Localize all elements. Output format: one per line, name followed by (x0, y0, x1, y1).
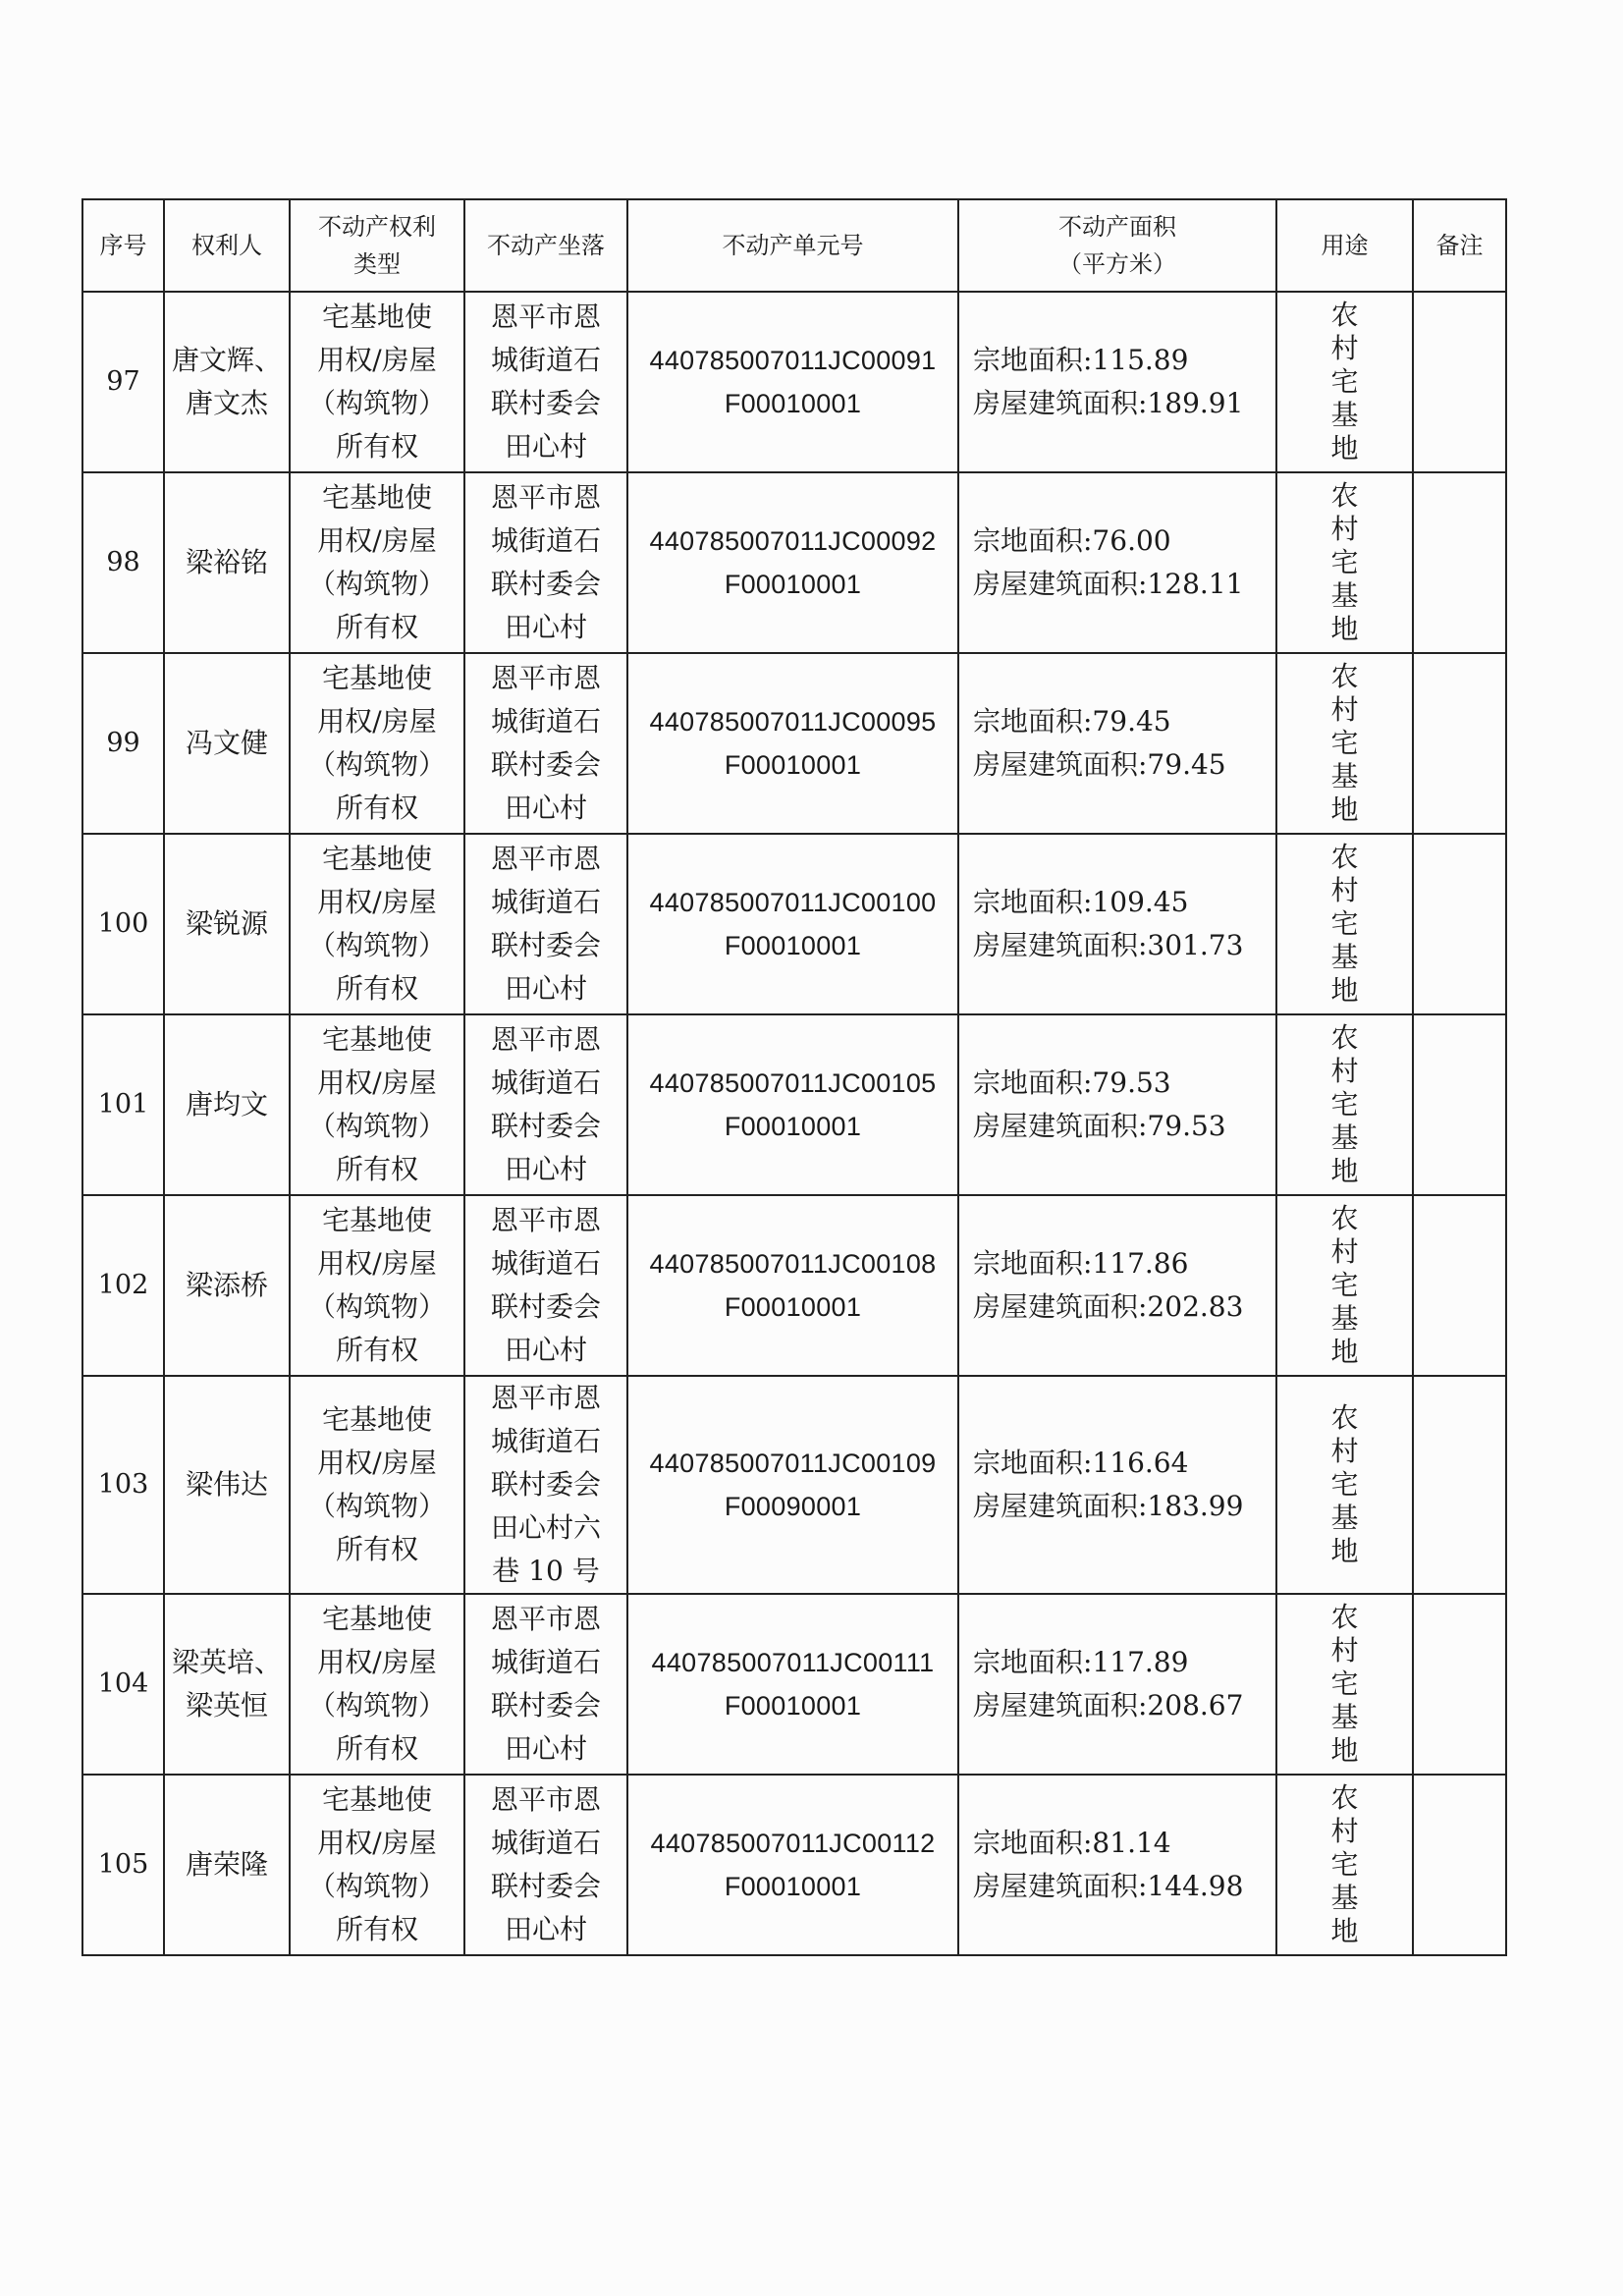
cell-right-type: 宅基地使 用权/房屋 （构筑物） 所有权 (290, 1775, 464, 1955)
table-row (82, 1775, 1506, 1955)
building-area: 房屋建筑面积:301.73 (973, 929, 1244, 961)
building-area: 房屋建筑面积:79.53 (973, 1110, 1226, 1142)
table-row (82, 834, 1506, 1014)
table-row (82, 472, 1506, 653)
cell-use (1276, 472, 1413, 653)
use-char: 地 (1330, 1915, 1359, 1947)
cell-location: 恩平市恩 城街道石 联村委会 田心村 (464, 1594, 627, 1775)
land-area: 宗地面积:79.53 (973, 1066, 1171, 1099)
land-area: 宗地面积:116.64 (973, 1447, 1189, 1479)
table-row (82, 1376, 1506, 1594)
table-row (82, 1594, 1506, 1775)
use-char: 地 (1330, 613, 1359, 645)
cell-remark (1413, 834, 1506, 1014)
cell-unit-no: 440785007011JC00111 F00010001 (627, 1594, 958, 1775)
cell-seq: 105 (82, 1775, 164, 1955)
use-char: 农 (1330, 1401, 1359, 1434)
use-char: 村 (1330, 513, 1359, 545)
header-remark: 备注 (1413, 199, 1506, 292)
cell-remark (1413, 292, 1506, 472)
cell-right-type: 宅基地使 用权/房屋 （构筑物） 所有权 (290, 1376, 464, 1594)
use-char: 村 (1330, 693, 1359, 726)
use-char: 基 (1330, 941, 1359, 973)
cell-owner: 梁锐源 (164, 834, 290, 1014)
use-char: 宅 (1330, 1269, 1359, 1301)
cell-location: 恩平市恩 城街道石 联村委会 田心村 (464, 834, 627, 1014)
cell-location: 恩平市恩 城街道石 联村委会 田心村 (464, 1195, 627, 1376)
use-char: 宅 (1330, 1667, 1359, 1700)
cell-seq: 97 (82, 292, 164, 472)
cell-unit-no: 440785007011JC00092 F00010001 (627, 472, 958, 653)
registry-table (81, 198, 1507, 1956)
use-char: 地 (1330, 1734, 1359, 1767)
use-char: 农 (1330, 841, 1359, 873)
cell-use (1276, 1594, 1413, 1775)
cell-remark (1413, 1014, 1506, 1195)
use-char: 地 (1330, 974, 1359, 1007)
cell-unit-no: 440785007011JC00091 F00010001 (627, 292, 958, 472)
building-area: 房屋建筑面积:189.91 (973, 387, 1244, 419)
use-char: 地 (1330, 1535, 1359, 1567)
cell-seq: 101 (82, 1014, 164, 1195)
cell-use (1276, 653, 1413, 834)
cell-use (1276, 292, 1413, 472)
land-area: 宗地面积:115.89 (973, 344, 1189, 376)
cell-area (958, 653, 1276, 834)
cell-remark (1413, 1594, 1506, 1775)
header-use: 用途 (1276, 199, 1413, 292)
use-char: 宅 (1330, 1848, 1359, 1881)
cell-right-type: 宅基地使 用权/房屋 （构筑物） 所有权 (290, 472, 464, 653)
use-char: 村 (1330, 874, 1359, 906)
cell-area (958, 1376, 1276, 1594)
table-header-row (82, 199, 1506, 292)
use-char: 基 (1330, 1502, 1359, 1534)
use-char: 农 (1330, 479, 1359, 512)
cell-owner: 梁英培、 梁英恒 (164, 1594, 290, 1775)
use-char: 农 (1330, 1601, 1359, 1633)
building-area: 房屋建筑面积:208.67 (973, 1689, 1244, 1722)
building-area: 房屋建筑面积:79.45 (973, 748, 1226, 781)
cell-area (958, 1014, 1276, 1195)
use-char: 农 (1330, 1021, 1359, 1054)
use-char: 宅 (1330, 1088, 1359, 1121)
cell-area (958, 1775, 1276, 1955)
use-char: 地 (1330, 1155, 1359, 1187)
cell-use (1276, 1014, 1413, 1195)
land-area: 宗地面积:117.86 (973, 1247, 1189, 1280)
cell-location: 恩平市恩 城街道石 联村委会 田心村六 巷 10 号 (464, 1376, 627, 1594)
header-seq: 序号 (82, 199, 164, 292)
cell-area (958, 1594, 1276, 1775)
cell-location: 恩平市恩 城街道石 联村委会 田心村 (464, 292, 627, 472)
cell-seq: 100 (82, 834, 164, 1014)
cell-unit-no: 440785007011JC00108 F00010001 (627, 1195, 958, 1376)
cell-owner: 冯文健 (164, 653, 290, 834)
cell-area (958, 472, 1276, 653)
table-row (82, 1014, 1506, 1195)
use-char: 基 (1330, 1302, 1359, 1335)
cell-remark (1413, 1195, 1506, 1376)
cell-seq: 104 (82, 1594, 164, 1775)
use-char: 宅 (1330, 727, 1359, 759)
cell-remark (1413, 1376, 1506, 1594)
cell-owner: 唐均文 (164, 1014, 290, 1195)
cell-remark (1413, 1775, 1506, 1955)
use-char: 地 (1330, 793, 1359, 826)
cell-remark (1413, 653, 1506, 834)
use-char: 地 (1330, 432, 1359, 465)
land-area: 宗地面积:109.45 (973, 886, 1189, 918)
cell-use (1276, 1376, 1413, 1594)
cell-unit-no: 440785007011JC00105 F00010001 (627, 1014, 958, 1195)
cell-unit-no: 440785007011JC00095 F00010001 (627, 653, 958, 834)
cell-owner: 梁添桥 (164, 1195, 290, 1376)
use-char: 基 (1330, 760, 1359, 793)
building-area: 房屋建筑面积:128.11 (973, 568, 1244, 600)
table-row (82, 653, 1506, 834)
use-char: 宅 (1330, 365, 1359, 398)
cell-right-type: 宅基地使 用权/房屋 （构筑物） 所有权 (290, 1014, 464, 1195)
use-char: 农 (1330, 299, 1359, 331)
use-char: 村 (1330, 1235, 1359, 1268)
use-char: 基 (1330, 1882, 1359, 1914)
use-char: 农 (1330, 1202, 1359, 1234)
use-char: 地 (1330, 1336, 1359, 1368)
cell-use (1276, 1195, 1413, 1376)
header-area: 不动产面积 （平方米） (958, 199, 1276, 292)
cell-unit-no: 440785007011JC00109 F00090001 (627, 1376, 958, 1594)
land-area: 宗地面积:117.89 (973, 1646, 1189, 1678)
use-char: 基 (1330, 1121, 1359, 1154)
cell-area (958, 1195, 1276, 1376)
header-owner: 权利人 (164, 199, 290, 292)
table-row (82, 292, 1506, 472)
cell-unit-no: 440785007011JC00112 F00010001 (627, 1775, 958, 1955)
cell-right-type: 宅基地使 用权/房屋 （构筑物） 所有权 (290, 1195, 464, 1376)
use-char: 农 (1330, 1781, 1359, 1814)
land-area: 宗地面积:79.45 (973, 705, 1171, 738)
cell-right-type: 宅基地使 用权/房屋 （构筑物） 所有权 (290, 834, 464, 1014)
table-row (82, 1195, 1506, 1376)
cell-area (958, 292, 1276, 472)
cell-seq: 102 (82, 1195, 164, 1376)
cell-location: 恩平市恩 城街道石 联村委会 田心村 (464, 653, 627, 834)
cell-seq: 103 (82, 1376, 164, 1594)
cell-location: 恩平市恩 城街道石 联村委会 田心村 (464, 1014, 627, 1195)
cell-owner: 梁裕铭 (164, 472, 290, 653)
cell-seq: 99 (82, 653, 164, 834)
header-unit-no: 不动产单元号 (627, 199, 958, 292)
building-area: 房屋建筑面积:202.83 (973, 1290, 1244, 1323)
use-char: 宅 (1330, 1468, 1359, 1501)
use-char: 宅 (1330, 907, 1359, 940)
use-char: 基 (1330, 579, 1359, 612)
use-char: 基 (1330, 1701, 1359, 1733)
building-area: 房屋建筑面积:183.99 (973, 1490, 1244, 1522)
use-char: 宅 (1330, 546, 1359, 578)
cell-location: 恩平市恩 城街道石 联村委会 田心村 (464, 1775, 627, 1955)
land-area: 宗地面积:76.00 (973, 524, 1171, 557)
use-char: 村 (1330, 1055, 1359, 1087)
cell-right-type: 宅基地使 用权/房屋 （构筑物） 所有权 (290, 292, 464, 472)
header-location: 不动产坐落 (464, 199, 627, 292)
cell-location: 恩平市恩 城街道石 联村委会 田心村 (464, 472, 627, 653)
cell-unit-no: 440785007011JC00100 F00010001 (627, 834, 958, 1014)
cell-use (1276, 1775, 1413, 1955)
cell-owner: 唐文辉、 唐文杰 (164, 292, 290, 472)
use-char: 村 (1330, 1815, 1359, 1847)
building-area: 房屋建筑面积:144.98 (973, 1870, 1244, 1902)
cell-right-type: 宅基地使 用权/房屋 （构筑物） 所有权 (290, 653, 464, 834)
header-right-type: 不动产权利 类型 (290, 199, 464, 292)
cell-seq: 98 (82, 472, 164, 653)
cell-right-type: 宅基地使 用权/房屋 （构筑物） 所有权 (290, 1594, 464, 1775)
cell-use (1276, 834, 1413, 1014)
cell-owner: 唐荣隆 (164, 1775, 290, 1955)
cell-owner: 梁伟达 (164, 1376, 290, 1594)
use-char: 村 (1330, 332, 1359, 364)
cell-remark (1413, 472, 1506, 653)
use-char: 村 (1330, 1435, 1359, 1467)
land-area: 宗地面积:81.14 (973, 1827, 1171, 1859)
use-char: 基 (1330, 399, 1359, 431)
cell-area (958, 834, 1276, 1014)
use-char: 农 (1330, 660, 1359, 692)
use-char: 村 (1330, 1634, 1359, 1667)
